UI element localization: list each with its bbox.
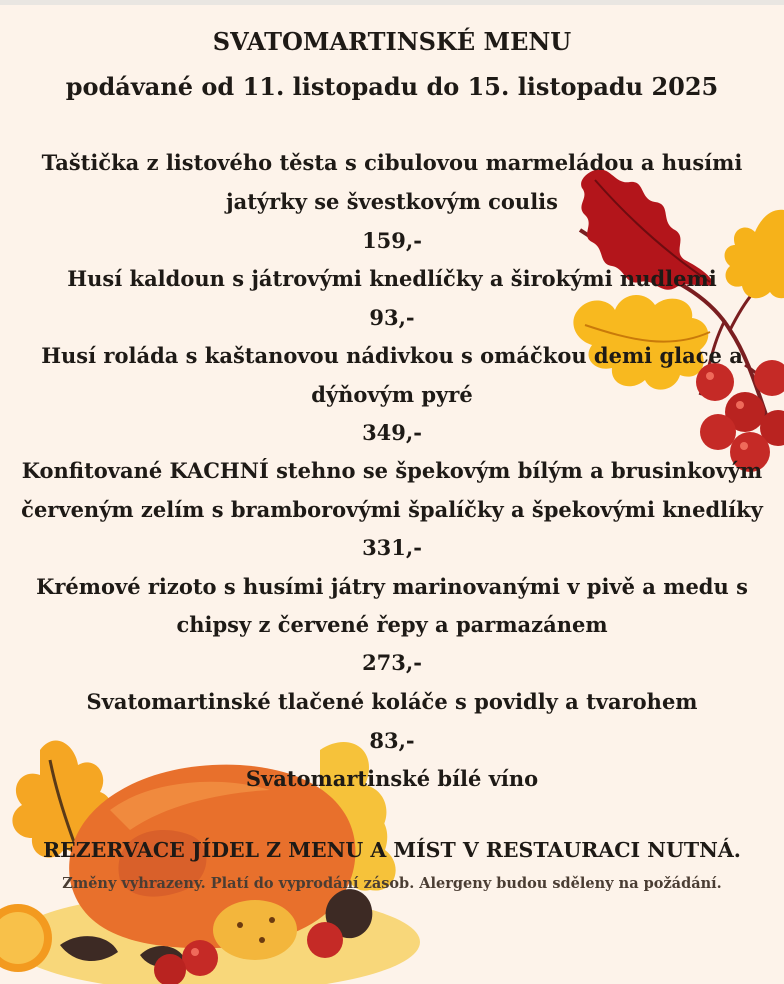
item-3-price: 349,-: [362, 420, 422, 445]
item-1-price: 159,-: [362, 228, 422, 253]
item-6-line-1: Svatomartinské tlačené koláče s povidly a tvarohem: [86, 689, 698, 714]
item-1-line-2: jatýrky se švestkovým coulis: [226, 189, 558, 214]
item-4-price: 331,-: [362, 535, 422, 560]
top-strip: [0, 0, 784, 5]
item-3-line-2: dýňovým pyré: [311, 382, 473, 407]
item-7-line-1: Svatomartinské bílé víno: [245, 766, 539, 791]
berries: [696, 360, 784, 472]
potato: [213, 900, 297, 960]
item-5-line-1: Krémové rizoto s husími játry marinovanými v pivě a medu s: [36, 574, 748, 599]
item-4-line-2: červeným zelím s bramborovými špalíčky a špekovými knedlíky: [21, 497, 763, 522]
menu-subtitle: podávané od 11. listopadu do 15. listopadu 2025: [65, 72, 719, 101]
item-5-price: 273,-: [362, 650, 422, 675]
item-4-line-1: Konfitované KACHNÍ stehno se špekovým bílým a brusinkovým: [21, 458, 763, 483]
item-3-line-1: Husí roláda s kaštanovou nádivkou s omáčkou demi glace a: [41, 343, 743, 368]
menu-title: SVATOMARTINSKÉ MENU: [212, 27, 572, 56]
item-5-line-2: chipsy z červené řepy a parmazánem: [176, 612, 608, 637]
item-6-price: 83,-: [369, 728, 415, 753]
disclaimer-text: Změny vyhrazeny. Platí do vyprodání zásob. Alergeny budou sděleny na požádání.: [62, 875, 722, 892]
item-1-line-1: Taštička z listového těsta s cibulovou marmeládou a husími: [41, 150, 743, 175]
reservation-notice: REZERVACE JÍDEL Z MENU A MÍST V RESTAURACI NUTNÁ.: [43, 838, 741, 862]
item-2-line-1: Husí kaldoun s játrovými knedlíčky a širokými nudlemi: [67, 266, 717, 291]
item-2-price: 93,-: [369, 305, 415, 330]
